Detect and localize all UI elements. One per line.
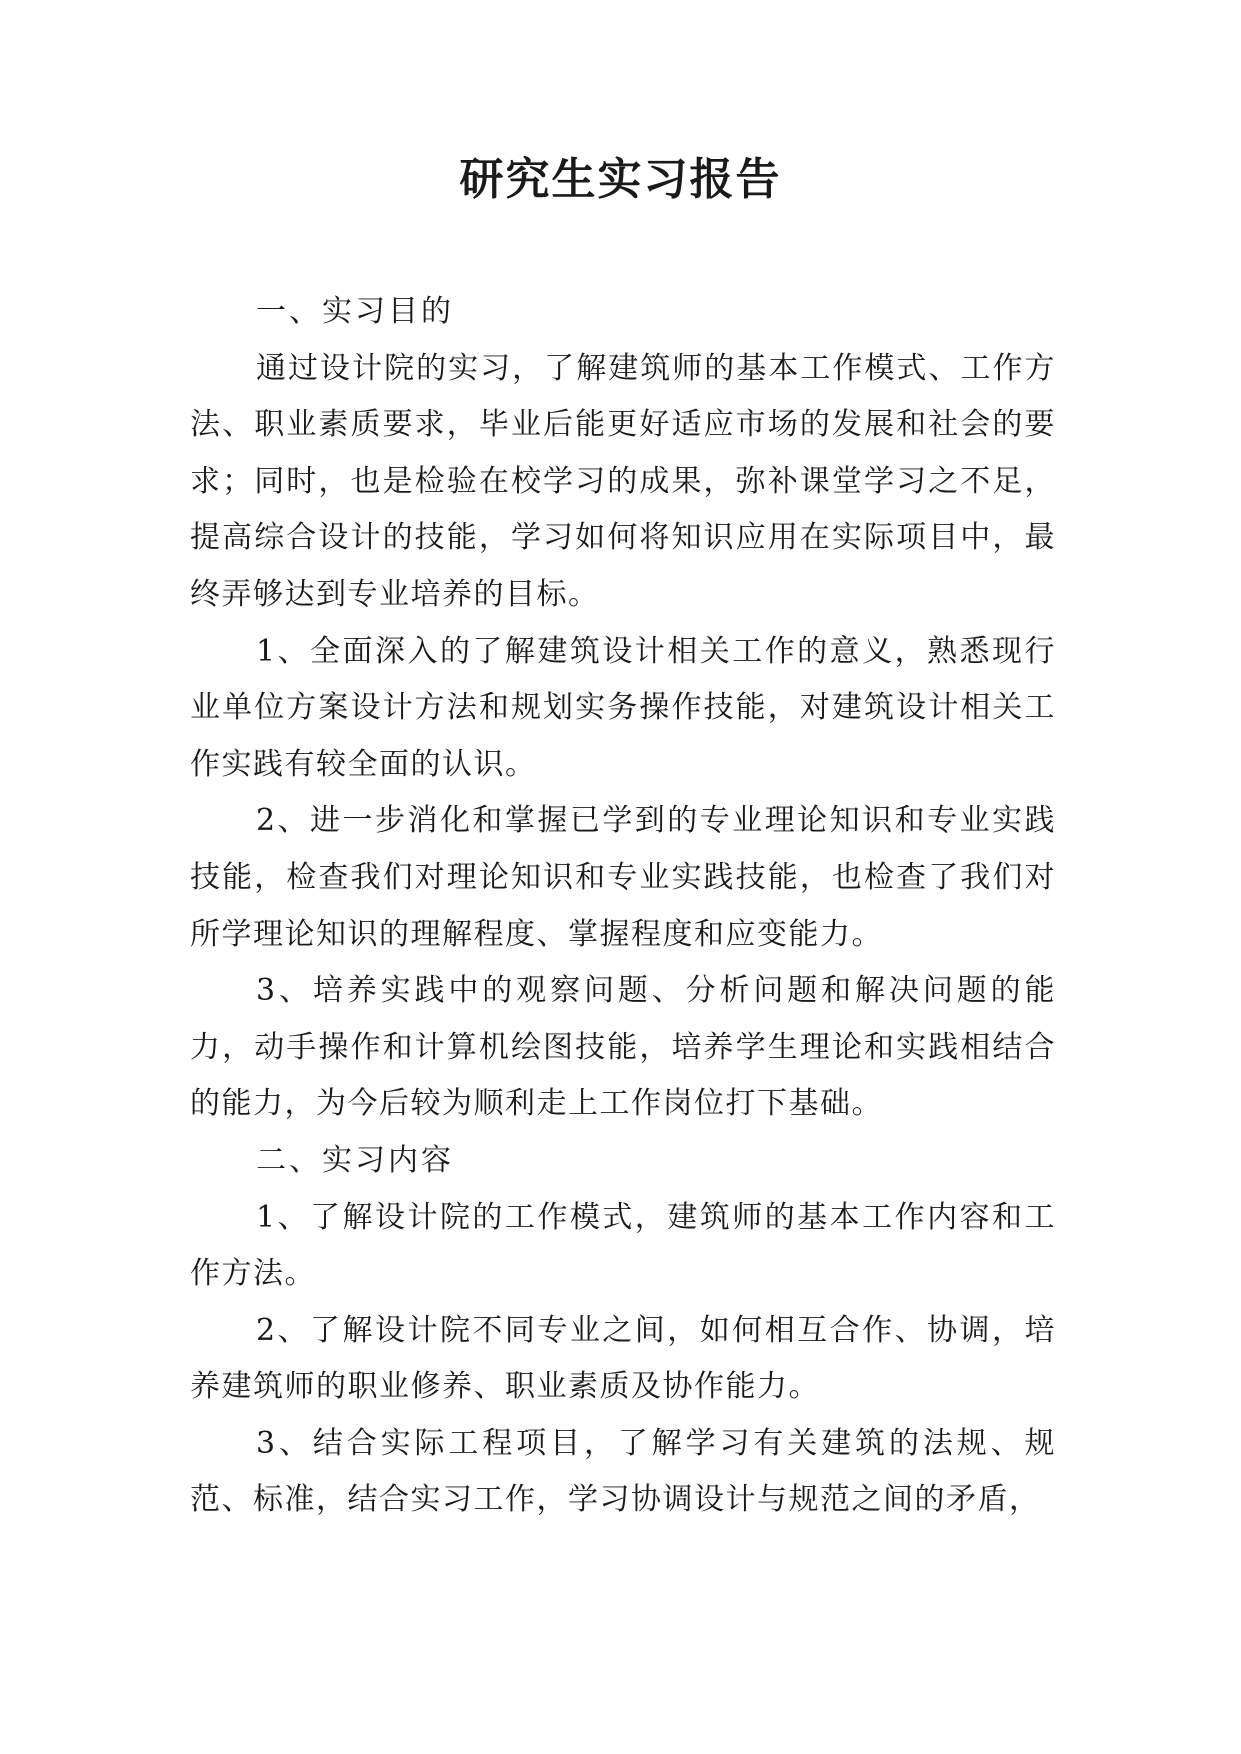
paragraph-purpose-item-3: 3、培养实践中的观察问题、分析问题和解决问题的能力，动手操作和计算机绘图技能，培养学生理论和实践相结合的能力，为今后较为顺利走上工作岗位打下基础。 bbox=[190, 973, 1056, 1122]
section-heading-purpose: 一、实习目的 bbox=[256, 294, 454, 329]
paragraph-content-item-2: 2、了解设计院不同专业之间，如何相互合作、协调，培养建筑师的职业修养、职业素质及协作能力。 bbox=[190, 1312, 1056, 1405]
document-title: 研究生实习报告 bbox=[459, 154, 782, 205]
paragraph-purpose-intro: 通过设计院的实习，了解建筑师的基本工作模式、工作方法、职业素质要求，毕业后能更好适应市场的发展和社会的要求；同时，也是检验在校学习的成果，弥补课堂学习之不足，提高综合设计的技能，学习如何将知识应用在实际项目中，最终弄够达到专业培养的目标。 bbox=[190, 350, 1056, 612]
paragraph-content-item-1: 1、了解设计院的工作模式，建筑师的基本工作内容和工作方法。 bbox=[190, 1199, 1056, 1292]
document-body bbox=[190, 284, 1056, 1529]
paragraph-purpose-item-2: 2、进一步消化和掌握已学到的专业理论知识和专业实践技能，检查我们对理论知识和专业实践技能，也检查了我们对所学理论知识的理解程度、掌握程度和应变能力。 bbox=[190, 803, 1056, 952]
paragraph-content-item-3: 3、结合实际工程项目，了解学习有关建筑的法规、规范、标准，结合实习工作，学习协调设计与规范之间的矛盾， bbox=[190, 1425, 1056, 1518]
paragraph-purpose-item-1: 1、全面深入的了解建筑设计相关工作的意义，熟悉现行业单位方案设计方法和规划实务操作技能，对建筑设计相关工作实践有较全面的认识。 bbox=[190, 633, 1056, 782]
section-heading-content: 二、实习内容 bbox=[256, 1142, 454, 1178]
